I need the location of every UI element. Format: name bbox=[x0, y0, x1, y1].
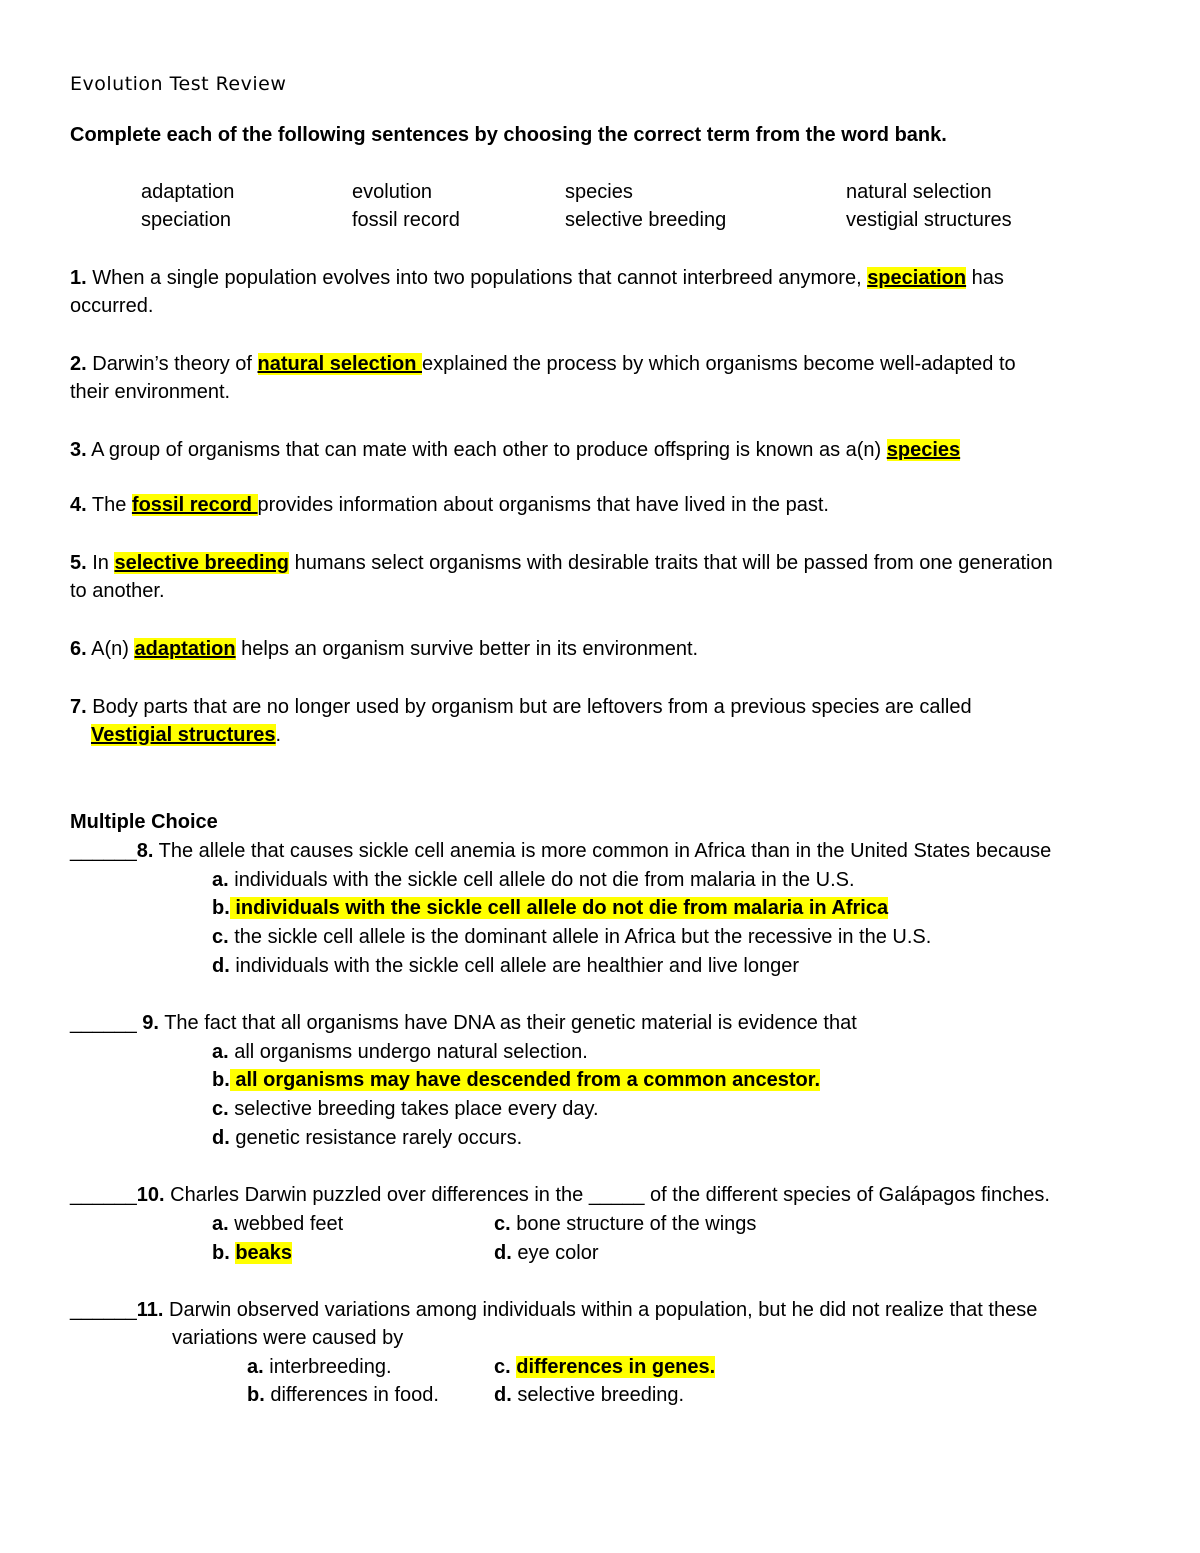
choice-text: interbreeding. bbox=[263, 1356, 392, 1378]
instructions: Complete each of the following sentences by choosing the correct term from the word bank. bbox=[70, 124, 947, 146]
choice-c bbox=[212, 1095, 599, 1123]
choice-label: b. bbox=[212, 1242, 230, 1264]
choice-text: differences in food. bbox=[264, 1384, 439, 1406]
choice-label: b. bbox=[247, 1384, 265, 1406]
word-bank-term: species bbox=[565, 181, 633, 203]
answer-highlight: adaptation bbox=[134, 638, 236, 660]
answer-highlight: species bbox=[886, 439, 961, 461]
question-5-continued: to another. bbox=[70, 580, 165, 602]
choice-text-correct: individuals with the sickle cell allele do not die from malaria in Africa bbox=[229, 897, 889, 919]
question-1 bbox=[70, 264, 1004, 292]
question-number: 4. bbox=[70, 494, 87, 516]
mc-question-10 bbox=[70, 1181, 1050, 1209]
question-text: . bbox=[275, 724, 282, 746]
question-text: Body parts that are no longer used by organism but are leftovers from a previous species are called bbox=[86, 696, 972, 718]
question-text: The fact that all organisms have DNA as their genetic material is evidence that bbox=[159, 1012, 857, 1034]
choice-text: genetic resistance rarely occurs. bbox=[229, 1127, 523, 1149]
question-text: explained the process by which organisms become well-adapted to bbox=[422, 353, 1016, 375]
choice-label: d. bbox=[212, 1127, 230, 1149]
question-3 bbox=[70, 436, 960, 464]
choice-label: c. bbox=[212, 1098, 229, 1120]
question-number: 11. bbox=[136, 1299, 164, 1321]
choice-d bbox=[212, 952, 799, 980]
word-bank-term: evolution bbox=[352, 181, 433, 203]
answer-highlight: natural selection bbox=[257, 353, 422, 375]
question-text: When a single population evolves into two populations that cannot interbreed anymore, bbox=[86, 267, 868, 289]
question-text: helps an organism survive better in its environment. bbox=[235, 638, 699, 660]
word-bank-term: speciation bbox=[141, 209, 232, 231]
question-number: 10. bbox=[136, 1184, 165, 1206]
question-text: The bbox=[86, 494, 132, 516]
question-5 bbox=[70, 549, 1053, 577]
mc-question-11-continued: variations were caused by bbox=[172, 1327, 404, 1349]
question-text: humans select organisms with desirable traits that will be passed from one generation bbox=[289, 552, 1053, 574]
mc-question-9 bbox=[70, 1009, 857, 1037]
choice-text: selective breeding takes place every day. bbox=[228, 1098, 599, 1120]
choice-c bbox=[212, 923, 931, 951]
question-text: Darwin’s theory of bbox=[86, 353, 258, 375]
choice-label: c. bbox=[212, 926, 229, 948]
page-title: Evolution Test Review bbox=[70, 73, 287, 95]
choice-d bbox=[494, 1239, 599, 1267]
choice-a bbox=[212, 1038, 588, 1066]
answer-blank: ______ bbox=[70, 840, 137, 862]
choice-d bbox=[494, 1381, 684, 1409]
answer-highlight: speciation bbox=[867, 267, 967, 289]
question-text: The allele that causes sickle cell anemia is more common in Africa than in the United States because bbox=[153, 840, 1052, 862]
question-7-continued bbox=[91, 721, 281, 749]
mc-question-11 bbox=[70, 1296, 1037, 1324]
choice-label: d. bbox=[212, 955, 230, 977]
mc-question-8 bbox=[70, 837, 1051, 865]
choice-text: webbed feet bbox=[228, 1213, 344, 1235]
question-number: 9. bbox=[136, 1012, 159, 1034]
question-number: 1. bbox=[70, 267, 87, 289]
choice-b bbox=[247, 1381, 439, 1409]
choice-text: eye color bbox=[511, 1242, 599, 1264]
choice-b bbox=[212, 1066, 820, 1094]
choice-label: a. bbox=[212, 1213, 229, 1235]
question-number: 5. bbox=[70, 552, 87, 574]
choice-text: all organisms undergo natural selection. bbox=[228, 1041, 588, 1063]
question-text: In bbox=[86, 552, 115, 574]
choice-text: individuals with the sickle cell allele do not die from malaria in the U.S. bbox=[228, 869, 855, 891]
answer-blank: ______ bbox=[70, 1184, 137, 1206]
choice-text-correct: differences in genes. bbox=[516, 1356, 716, 1378]
choice-label: d. bbox=[494, 1242, 512, 1264]
word-bank-term: natural selection bbox=[846, 181, 992, 203]
choice-text: bone structure of the wings bbox=[510, 1213, 757, 1235]
question-text: provides information about organisms that have lived in the past. bbox=[257, 494, 829, 516]
question-number: 6. bbox=[70, 638, 87, 660]
question-text: has bbox=[966, 267, 1004, 289]
question-2-continued: their environment. bbox=[70, 381, 231, 403]
choice-text: selective breeding. bbox=[511, 1384, 685, 1406]
question-text: A(n) bbox=[86, 638, 135, 660]
question-text: A group of organisms that can mate with each other to produce offspring is known as a(n) bbox=[86, 439, 887, 461]
word-bank-term: selective breeding bbox=[565, 209, 727, 231]
choice-b bbox=[212, 894, 888, 922]
choice-c bbox=[494, 1210, 756, 1238]
word-bank-term: vestigial structures bbox=[846, 209, 1012, 231]
choice-a bbox=[212, 866, 855, 894]
answer-highlight: Vestigial structures bbox=[91, 724, 276, 746]
question-number: 7. bbox=[70, 696, 87, 718]
section-heading: Multiple Choice bbox=[70, 811, 218, 833]
question-4 bbox=[70, 491, 829, 519]
choice-label: a. bbox=[212, 869, 229, 891]
choice-text: individuals with the sickle cell allele are healthier and live longer bbox=[229, 955, 799, 977]
word-bank-term: adaptation bbox=[141, 181, 235, 203]
question-number: 8. bbox=[136, 840, 154, 862]
choice-label: a. bbox=[247, 1356, 264, 1378]
question-number: 2. bbox=[70, 353, 87, 375]
choice-a bbox=[212, 1210, 343, 1238]
choice-label: b. bbox=[212, 897, 230, 919]
choice-label: d. bbox=[494, 1384, 512, 1406]
answer-highlight: fossil record bbox=[131, 494, 258, 516]
choice-label: a. bbox=[212, 1041, 229, 1063]
question-number: 3. bbox=[70, 439, 87, 461]
answer-highlight: selective breeding bbox=[114, 552, 290, 574]
choice-label: b. bbox=[212, 1069, 230, 1091]
answer-blank: ______ bbox=[70, 1012, 137, 1034]
question-1-continued: occurred. bbox=[70, 295, 154, 317]
question-7 bbox=[70, 693, 972, 721]
choice-text-correct: all organisms may have descended from a common ancestor. bbox=[229, 1069, 820, 1091]
question-text: Charles Darwin puzzled over differences in the _____ of the different species of Galápagos finches. bbox=[164, 1184, 1050, 1206]
choice-text-correct: beaks bbox=[235, 1242, 293, 1264]
choice-label: c. bbox=[494, 1213, 511, 1235]
answer-blank: ______ bbox=[70, 1299, 137, 1321]
question-6 bbox=[70, 635, 698, 663]
question-2 bbox=[70, 350, 1016, 378]
choice-text: the sickle cell allele is the dominant allele in Africa but the recessive in the U.S. bbox=[228, 926, 932, 948]
choice-b bbox=[212, 1239, 292, 1267]
choice-c bbox=[494, 1353, 715, 1381]
choice-a bbox=[247, 1353, 392, 1381]
question-text: Darwin observed variations among individuals within a population, but he did not realize that these bbox=[163, 1299, 1038, 1321]
word-bank-term: fossil record bbox=[352, 209, 460, 231]
choice-label: c. bbox=[494, 1356, 511, 1378]
choice-d bbox=[212, 1124, 522, 1152]
